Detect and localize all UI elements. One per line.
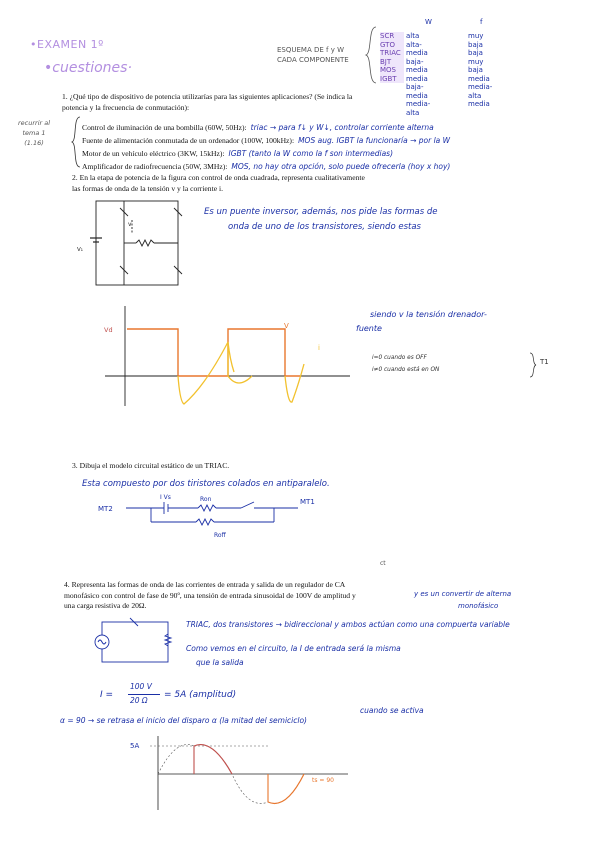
roff-label: Roff (214, 532, 226, 539)
q1-margin-note (18, 118, 50, 148)
device-cell: MOS (380, 66, 396, 74)
q2-note-line-1: siendo v la tensión drenador- (370, 310, 487, 319)
esquema-line-1: ESQUEMA DE f y W (277, 46, 344, 54)
q2-answer-line-1: Es un puente inversor, además, nos pide las formas de (204, 207, 438, 217)
t1-brace (528, 352, 538, 378)
q2-prompt (72, 173, 365, 194)
device-cell: IGBT (380, 74, 397, 83)
formula-denominator: 20 Ω (130, 696, 148, 705)
q2-text-a: 2. En la etapa de potencia de la figura con control de onda cuadrada, representa cualitativamente (72, 173, 365, 182)
f-cell: media-alta (468, 83, 493, 100)
q1-item-answer: MOS, no hay otra opción, solo puede ofrecerla (hoy x hoy) (231, 162, 451, 171)
device-cell: BJT (380, 57, 392, 66)
formula-fraction-bar (128, 694, 160, 695)
bridge-inverter-circuit (74, 198, 184, 290)
formula-lhs: I = (100, 690, 114, 700)
q1-item-printed: Amplificador de radiofrecuencia (50W, 3MHz): (82, 162, 228, 171)
q3-answer: Esta compuesto por dos tiristores colados en antiparalelo. (82, 479, 330, 489)
q4-side-note-1: y es un convertir de alterna (414, 590, 512, 598)
q1-items (82, 117, 600, 169)
ac-regulator-circuit (90, 616, 180, 668)
f-cell: muy baja (468, 57, 484, 74)
w-cell: media (406, 74, 428, 83)
q4-waveform-graph (128, 734, 358, 814)
q1-item (82, 117, 600, 130)
graph-t-label: ts = 90 (312, 777, 334, 784)
q4-answer-1: TRIAC, dos transistores → bidireccional y ambos actúan como una compuerta variable (186, 620, 510, 629)
q4-prompt (64, 580, 356, 612)
w-cell: alta (406, 32, 420, 40)
cuestiones-heading: •cuestiones· (44, 60, 132, 76)
q2-answer-line-2: onda de uno de los transistores, siendo estas (228, 222, 421, 232)
table-header-w: W (425, 18, 432, 26)
esquema-line-2: CADA COMPONENTE (277, 56, 349, 64)
q4-superscript: ct (380, 560, 386, 567)
q2-answer (204, 205, 437, 235)
q4-cuando: cuando se activa (360, 706, 424, 715)
table-header-f: f (480, 18, 483, 26)
formula-numerator: 100 V (130, 682, 152, 691)
graph-i-label: i (318, 344, 320, 352)
q1-text-b: potencia y la frecuencia de conmutación): (62, 102, 190, 112)
device-cell: GTO (380, 40, 395, 49)
q1-text-a: 1. ¿Qué tipo de dispositivo de potencia utilizarías para las siguientes aplicaciones? (Se indica la (62, 92, 353, 101)
circuit-source-label: V₁ (77, 247, 83, 253)
w-cell: baja-media (406, 57, 428, 74)
q4-answers (186, 618, 510, 670)
q4-answer-2: Como vemos en el circuito, la I de entrada será la misma (186, 644, 401, 653)
graph-v-label: V (284, 322, 289, 330)
q1-item-printed: Control de iluminación de una bombilla (60W, 50Hz): (82, 123, 247, 132)
triac-static-model (96, 492, 346, 540)
q1-item (82, 143, 600, 156)
circuit-v-label: v (128, 221, 132, 228)
header-brace (362, 25, 382, 85)
t1-label: T1 (540, 358, 549, 366)
q1-item-answer: IGBT (tanto la W como la f son intermedias) (228, 149, 393, 158)
q4-text-b: monofásico con control de fase de 90º, una tensión de entrada sinusoidal de 100V de amplitud y (64, 590, 356, 600)
graph-amp-label: 5A (130, 742, 140, 750)
margin-note-line: tema 1 (22, 129, 46, 137)
f-cell: media (468, 100, 490, 108)
q4-side-note (414, 588, 511, 612)
i-off-note: i=0 cuando es OFF (372, 355, 427, 361)
formula-rhs: = 5A (amplitud) (164, 690, 237, 700)
q4-side-note-2: monofásico (458, 602, 499, 610)
mt2-label: MT2 (98, 505, 113, 513)
w-cell: alta-media (406, 40, 428, 57)
ron-label: Ron (200, 496, 212, 503)
q2-drain-note (356, 308, 487, 336)
device-cell: SCR (380, 32, 395, 40)
q2-waveform-graph (100, 302, 360, 412)
q1-prompt (62, 92, 582, 113)
q4-alpha-note: α = 90 → se retrasa el inicio del disparo α (la mitad del semiciclo) (60, 716, 307, 725)
i-on-note: i≠0 cuando está en ON (372, 367, 440, 373)
q1-item-printed: Fuente de alimentación conmutada de un ordenador (100W, 100kHz): (82, 136, 295, 145)
q4-text-a: 4. Representa las formas de onda de las corrientes de entrada y salida de un regulador de CA (64, 580, 346, 589)
q1-item (82, 156, 600, 169)
w-cell: baja-media (406, 83, 428, 100)
f-cell: media (468, 74, 490, 83)
q4-text-c: una carga resistiva de 20Ω. (64, 601, 147, 610)
vs-label: I Vs (160, 494, 171, 501)
q1-item-answer: triac → para f↓ y W↓, controlar corriente alterna (250, 123, 434, 132)
f-cell: baja (468, 49, 483, 57)
q4-answer-3: que la salida (196, 658, 244, 667)
f-cell: muy baja (468, 32, 484, 49)
q1-brace (70, 116, 82, 168)
device-cell: TRIAC (380, 49, 401, 57)
exam-title: •EXAMEN 1º (30, 38, 104, 51)
esquema-note (277, 45, 349, 65)
mt1-label: MT1 (300, 498, 315, 506)
margin-note-line: (1.16) (24, 139, 44, 147)
q3-prompt: 3. Dibuja el modelo circuital estático de un TRIAC. (72, 461, 230, 470)
q1-item (82, 130, 600, 143)
device-column (380, 32, 404, 83)
q2-text-b: las formas de onda de la tensión v y la corriente i. (72, 183, 223, 193)
q2-note-line-2: fuente (356, 324, 382, 333)
q1-item-printed: Motor de un vehículo eléctrico (3KW, 15kHz): (82, 149, 225, 158)
q1-item-answer: MOS aug. IGBT la funcionaría → por la W (298, 136, 451, 145)
q2-state-notes (372, 352, 439, 376)
w-cell: media-alta (406, 100, 431, 117)
graph-vd-label: Vd (104, 326, 113, 334)
margin-note-line: recurrir al (18, 119, 51, 127)
